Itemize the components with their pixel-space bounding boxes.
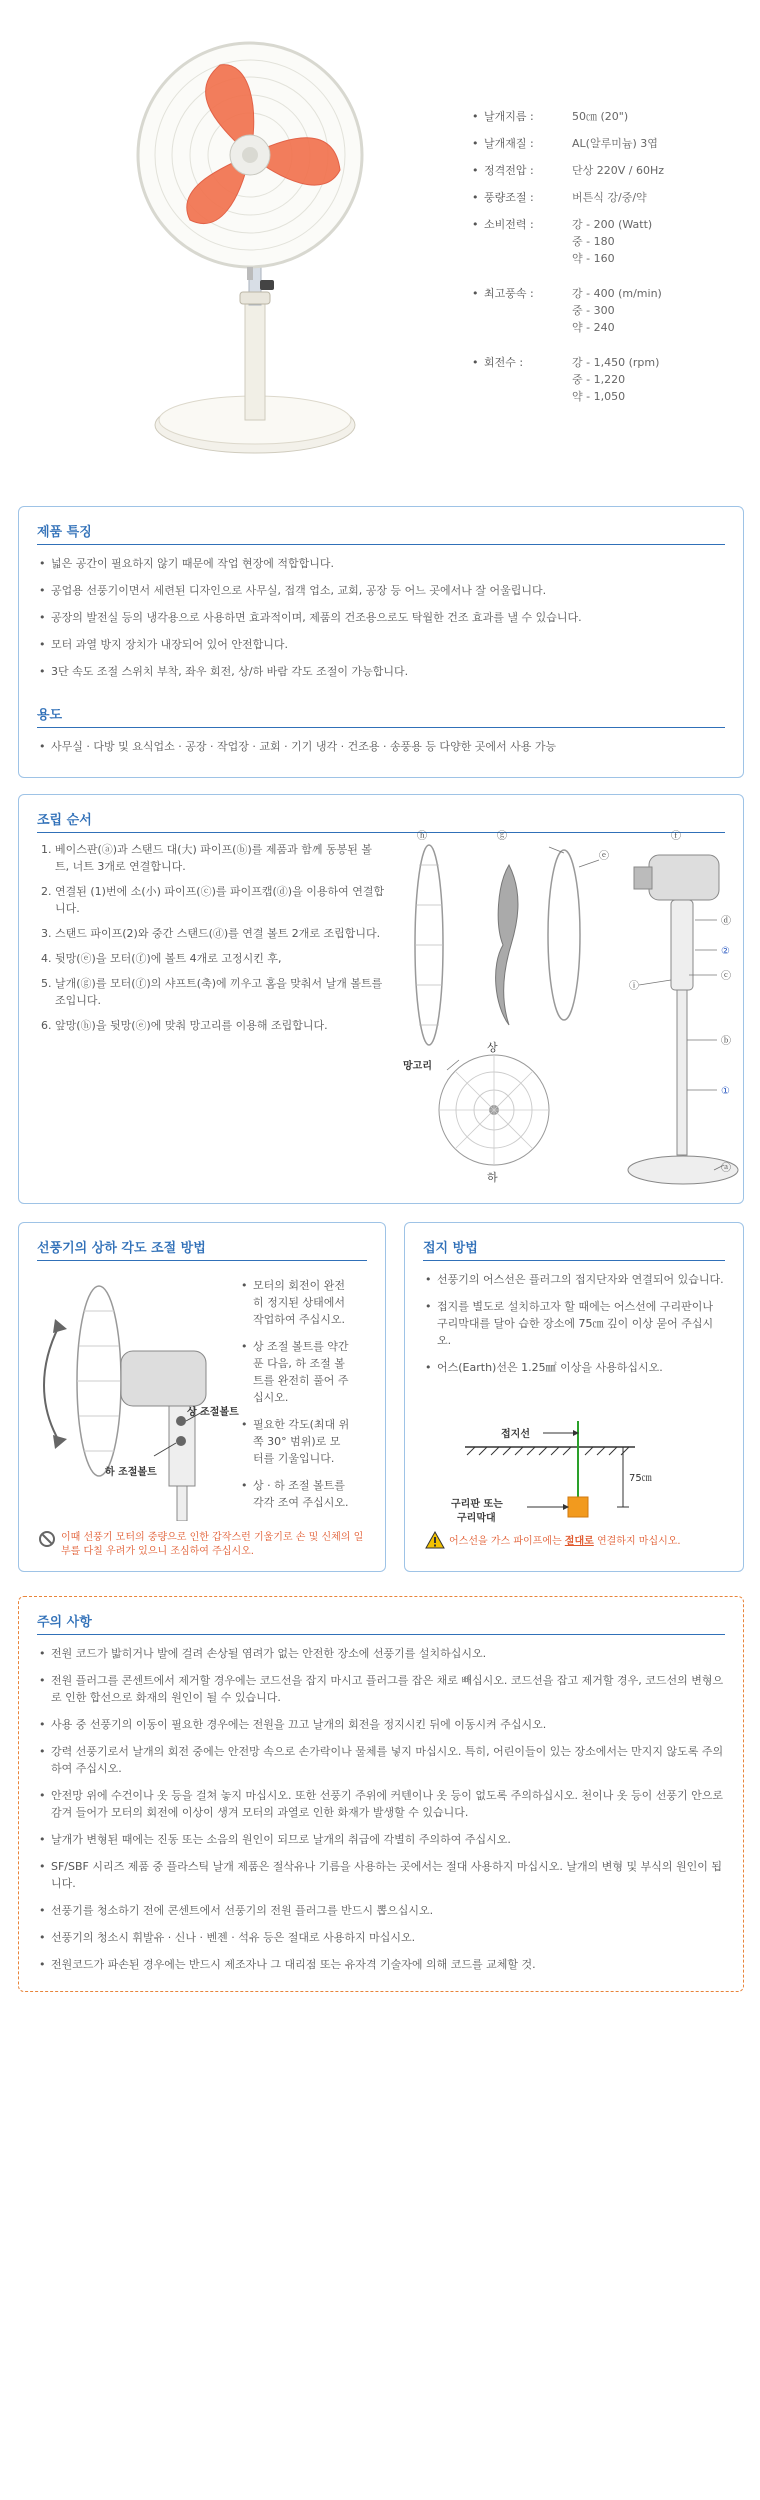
- assembly-label-h: ⓗ: [417, 831, 427, 842]
- angle-lower-label: 하 조절볼트: [105, 1467, 157, 1478]
- assembly-label-i: ⓘ: [629, 981, 639, 992]
- assembly-label-c: ⓒ: [721, 971, 731, 982]
- features-box: [18, 506, 744, 778]
- angle-step: • 상 · 하 조절 볼트를 각각 조여 주십시오.: [239, 1477, 351, 1511]
- spec-list: [472, 108, 742, 423]
- usage-item: • 사무실 · 다방 및 요식업소 · 공장 · 작업장 · 교회 · 기기 냉각 · 건조용 · 송풍용 등 다양한 곳에서 사용 가능: [37, 738, 725, 755]
- ground-warning-pre: 어스선을 가스 파이프에는: [449, 1535, 565, 1547]
- angle-warning-text: 이때 선풍기 모터의 중량으로 인한 갑작스런 기울기로 손 및 신체의 일부를 다칠 우려가 있으니 조심하여 주십시오.: [61, 1532, 364, 1557]
- caution-item: • 전원 플러그를 콘센트에서 제거할 경우에는 코드선을 잡지 마시고 플러그를 잡은 채로 빼십시오. 코드선을 잡고 제거할 경우, 코드선의 변형으로 인한 합선으로 화재의 원인이 될 수 있습니다.: [37, 1672, 725, 1706]
- assembly-label-g: ⓖ: [497, 831, 507, 842]
- usage-title: 용도: [37, 704, 725, 728]
- assembly-label-ring: 망고리: [403, 1061, 432, 1072]
- feature-item: • 모터 과열 방지 장치가 내장되어 있어 안전합니다.: [37, 636, 725, 653]
- assembly-label-a: ⓐ: [721, 1163, 731, 1174]
- angle-step: • 모터의 회전이 완전히 정지된 상태에서 작업하여 주십시오.: [239, 1277, 351, 1328]
- bullet-icon: •: [472, 356, 479, 369]
- assembly-label-two: ②: [721, 946, 730, 957]
- caution-item: • 선풍기를 청소하기 전에 콘센트에서 선풍기의 전원 플러그를 반드시 뽑으십시오.: [37, 1902, 725, 1919]
- spec-value: [572, 108, 742, 125]
- warning-triangle-icon: [425, 1531, 449, 1552]
- spec-row: [472, 162, 742, 179]
- angle-upper-label: 상 조절볼트: [187, 1407, 239, 1418]
- assembly-label-one: ①: [721, 1086, 730, 1097]
- caution-list: [19, 1645, 743, 1973]
- caution-title: 주의 사항: [37, 1611, 725, 1635]
- spec-value-line: 50㎝ (20"): [572, 110, 629, 123]
- spec-value: [572, 189, 742, 206]
- bullet-icon: •: [472, 287, 479, 300]
- spec-row: [472, 135, 742, 152]
- assembly-label-b: ⓑ: [721, 1036, 731, 1047]
- caution-box: [18, 1596, 744, 1992]
- bullet-icon: •: [472, 110, 479, 123]
- caution-item: • 날개가 변형된 때에는 진동 또는 소음의 원인이 되므로 날개의 취급에 각별히 주의하여 주십시오.: [37, 1831, 725, 1848]
- assembly-box: [18, 794, 744, 1204]
- angle-diagram: [29, 1271, 249, 1521]
- feature-item: • 공장의 발전실 등의 냉각용으로 사용하면 효과적이며, 제품의 건조용으로도 탁월한 건조 효과를 낼 수 있습니다.: [37, 609, 725, 626]
- bullet-icon: •: [472, 191, 479, 204]
- angle-box: [18, 1222, 386, 1572]
- ground-warning-em: 절대로: [564, 1535, 594, 1547]
- assembly-step: 1. 베이스판(ⓐ)과 스탠드 대(大) 파이프(ⓑ)를 제품과 함께 동봉된 볼트, 너트 3개로 연결합니다.: [55, 841, 385, 875]
- ground-box: [404, 1222, 744, 1572]
- spec-value-line: 강 - 1,450 (rpm): [572, 356, 660, 369]
- bullet-icon: •: [472, 164, 479, 177]
- assembly-label-top: 상: [487, 1041, 498, 1054]
- spec-row: [472, 285, 742, 336]
- caution-item: • 안전망 위에 수건이나 옷 등을 걸쳐 놓지 마십시오. 또한 선풍기 주위에 커텐이나 옷 등이 없도록 주의하십시오. 천이나 옷 등이 선풍기 안으로 감겨 들어가 모터의 회전에 이상이 생겨 모터의 과열로 인한 화재가 발생할 수 있습니다.: [37, 1787, 725, 1821]
- spec-value-line: 중 - 300: [572, 304, 615, 317]
- spec-label: 풍량조절 :: [484, 191, 534, 204]
- assembly-label-bottom: 하: [487, 1171, 498, 1184]
- assembly-step: 3. 스탠드 파이프(2)와 중간 스탠드(ⓓ)를 연결 볼트 2개로 조립합니다.: [55, 925, 385, 942]
- assembly-label-f: ⓕ: [671, 831, 681, 842]
- bullet-icon: •: [472, 218, 479, 231]
- assembly-step: 2. 연결된 (1)번에 소(小) 파이프(ⓒ)를 파이프캡(ⓓ)을 이용하여 연결합니다.: [55, 883, 385, 917]
- spec-value-line: 중 - 1,220: [572, 373, 626, 386]
- spec-row: [472, 354, 742, 405]
- ground-list: [405, 1271, 743, 1376]
- spec-value: [572, 354, 742, 405]
- caution-item: • 사용 중 선풍기의 이동이 필요한 경우에는 전원을 끄고 날개의 회전을 정지시킨 뒤에 이동시켜 주십시오.: [37, 1716, 725, 1733]
- spec-value-line: 단상 220V / 60Hz: [572, 164, 665, 177]
- assembly-steps: [19, 841, 385, 1034]
- usage-list: [19, 738, 743, 755]
- spec-label: 최고풍속 :: [484, 287, 534, 300]
- angle-list: [239, 1267, 351, 1511]
- spec-label: 날개재질 :: [484, 137, 534, 150]
- feature-item: • 공업용 선풍기이면서 세련된 디자인으로 사무실, 접객 업소, 교회, 공장 등 어느 곳에서나 잘 어울립니다.: [37, 582, 725, 599]
- spec-value-line: 약 - 1,050: [572, 390, 626, 403]
- ground-wire-label: 접지선: [501, 1429, 530, 1440]
- spec-label: 소비전력 :: [484, 218, 534, 231]
- bullet-icon: •: [472, 137, 479, 150]
- ground-warning: [425, 1531, 735, 1552]
- assembly-label-d: ⓓ: [721, 916, 731, 927]
- assembly-step: 5. 날개(ⓖ)를 모터(ⓕ)의 샤프트(축)에 끼우고 홈을 맞춰서 날개 볼트를 조입니다.: [55, 975, 385, 1009]
- ground-item: • 접지를 별도로 설치하고자 할 때에는 어스선에 구리판이나 구리막대를 달아 습한 장소에 75㎝ 깊이 이상 묻어 주십시오.: [423, 1298, 725, 1349]
- ground-depth-label: 75㎝: [629, 1473, 652, 1484]
- spec-value-line: 강 - 200 (Watt): [572, 218, 653, 231]
- spec-label: 회전수 :: [484, 356, 524, 369]
- caution-item: • SF/SBF 시리즈 제품 중 플라스틱 날개 제품은 절삭유나 기름을 사용하는 곳에서는 절대 사용하지 마십시오. 날개의 변형 및 부식의 원인이 됩니다.: [37, 1858, 725, 1892]
- spec-value: [572, 216, 742, 267]
- ground-item: • 어스(Earth)선은 1.25㎟ 이상을 사용하십시오.: [423, 1359, 725, 1376]
- assembly-label-e: ⓔ: [599, 851, 609, 862]
- ground-item: • 선풍기의 어스선은 플러그의 접지단자와 연결되어 있습니다.: [423, 1271, 725, 1288]
- assembly-diagram: [399, 825, 739, 1195]
- spec-value-line: 중 - 180: [572, 235, 615, 248]
- prohibit-icon: [39, 1531, 61, 1559]
- spec-value: [572, 135, 742, 152]
- spec-value-line: 약 - 160: [572, 252, 615, 265]
- assembly-step: 4. 뒷망(ⓔ)을 모터(ⓕ)에 볼트 4개로 고정시킨 후,: [55, 950, 385, 967]
- product-image: [120, 30, 420, 460]
- angle-title: 선풍기의 상하 각도 조절 방법: [37, 1237, 367, 1261]
- caution-item: • 전원코드가 파손된 경우에는 반드시 제조자나 그 대리점 또는 유자격 기술자에 의해 코드를 교체할 것.: [37, 1956, 725, 1973]
- spec-value-line: 버튼식 강/중/약: [572, 191, 647, 204]
- assembly-step: 6. 앞망(ⓗ)을 뒷망(ⓔ)에 맞춰 망고리를 이용해 조립합니다.: [55, 1017, 385, 1034]
- caution-item: • 전원 코드가 밟히거나 발에 걸려 손상될 염려가 없는 안전한 장소에 선풍기를 설치하십시오.: [37, 1645, 725, 1662]
- ground-plate-label-1: 구리판 또는: [451, 1499, 503, 1510]
- ground-plate-label-2: 구리막대: [457, 1513, 496, 1524]
- spec-value: [572, 285, 742, 336]
- spec-value: [572, 162, 742, 179]
- spec-value-line: AL(알루미늄) 3엽: [572, 137, 658, 150]
- angle-step: • 필요한 각도(최대 위쪽 30° 범위)로 모터를 기울입니다.: [239, 1416, 351, 1467]
- caution-item: • 강력 선풍기로서 날개의 회전 중에는 안전망 속으로 손가락이나 물체를 넣지 마십시오. 특히, 어린이들이 있는 장소에서는 만지지 않도록 주의하여 주십시오.: [37, 1743, 725, 1777]
- feature-item: • 3단 속도 조절 스위치 부착, 좌우 회전, 상/하 바람 각도 조절이 가능합니다.: [37, 663, 725, 680]
- spec-row: [472, 108, 742, 125]
- features-title: 제품 특징: [37, 521, 725, 545]
- spec-value-line: 약 - 240: [572, 321, 615, 334]
- angle-warning: [39, 1531, 369, 1559]
- spec-value-line: 강 - 400 (m/min): [572, 287, 662, 300]
- spec-label: 정격전압 :: [484, 164, 534, 177]
- spec-row: [472, 189, 742, 206]
- feature-item: • 넓은 공간이 필요하지 않기 때문에 작업 현장에 적합합니다.: [37, 555, 725, 572]
- spec-row: [472, 216, 742, 267]
- assembly-title: 조립 순서: [37, 809, 725, 833]
- features-list: [19, 555, 743, 680]
- caution-item: • 선풍기의 청소시 휘발유 · 신나 · 벤젠 · 석유 등은 절대로 사용하지 마십시오.: [37, 1929, 725, 1946]
- ground-warning-post: 연결하지 마십시오.: [593, 1535, 681, 1547]
- spec-label: 날개지름 :: [484, 110, 534, 123]
- ground-title: 접지 방법: [423, 1237, 725, 1261]
- angle-step: • 상 조절 볼트를 약간 푼 다음, 하 조절 볼트를 완전히 풀어 주십시오.: [239, 1338, 351, 1406]
